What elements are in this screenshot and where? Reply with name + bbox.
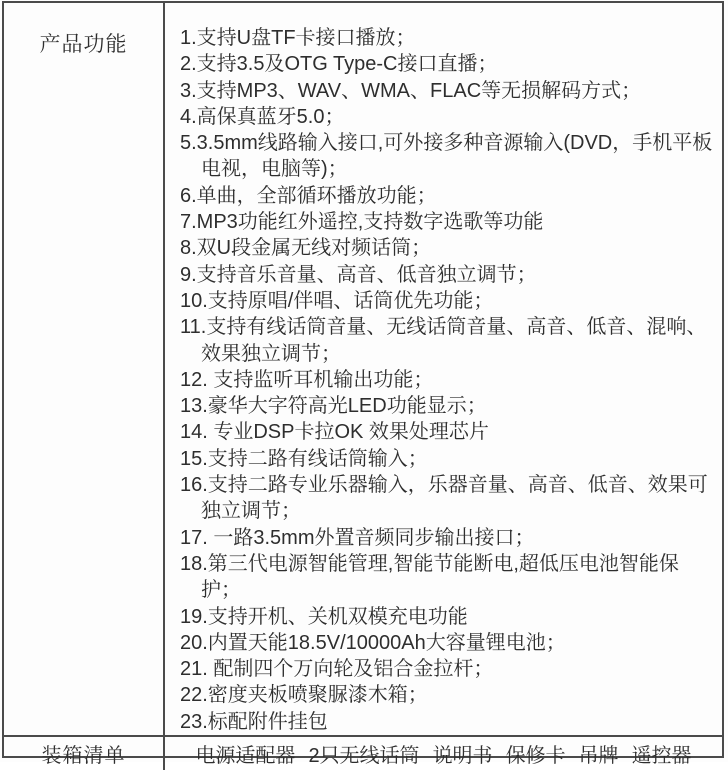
packing-item: 2只无线话筒 xyxy=(308,745,420,768)
features-row-label: 产品功能 xyxy=(39,33,128,56)
packing-item: 遥控器 xyxy=(631,745,692,768)
feature-item: 17. 一路3.5mm外置音频同步输出接口； xyxy=(180,526,535,549)
packing-item: 保修卡 xyxy=(505,745,566,768)
feature-item: 22.密度夹板喷聚脲漆木箱； xyxy=(180,684,428,707)
packing-item: 吊牌 xyxy=(578,745,619,768)
feature-item: 9.支持音乐音量、高音、低音独立调节； xyxy=(180,263,537,286)
feature-item: 13.豪华大字符高光LED功能显示； xyxy=(180,395,487,418)
feature-item: 11.支持有线话筒音量、无线话筒音量、高音、低音、混响、效果独立调节； xyxy=(180,316,707,365)
packing-row-label: 装箱清单 xyxy=(41,745,126,768)
feature-item: 6.单曲，全部循环播放功能； xyxy=(180,184,437,207)
feature-item: 5.3.5mm线路输入接口,可外接多种音源输入(DVD，手机平板电视，电脑等)； xyxy=(180,132,713,181)
feature-item: 23.标配附件挂包 xyxy=(180,710,328,733)
product-spec-table xyxy=(2,1,724,768)
feature-item: 3.支持MP3、WAV、WMA、FLAC等无损解码方式； xyxy=(180,79,642,102)
feature-item: 16.支持二路专业乐器输入，乐器音量、高音、低音、效果可独立调节； xyxy=(180,474,708,523)
packing-item: 电源适配器 xyxy=(195,745,296,768)
feature-item: 15.支持二路有线话筒输入； xyxy=(180,447,428,470)
feature-item: 7.MP3功能红外遥控,支持数字选歌等功能 xyxy=(180,211,544,234)
feature-item: 20.内置天能18.5V/10000Ah大容量锂电池； xyxy=(180,631,566,654)
feature-item: 1.支持U盘TF卡接口播放； xyxy=(180,27,416,49)
packing-item: 说明书 xyxy=(432,745,493,768)
feature-item: 19.支持开机、关机双模充电功能 xyxy=(180,605,468,628)
feature-item: 21. 配制四个万向轮及铝合金拉杆； xyxy=(180,658,494,681)
packing-label-cell xyxy=(4,735,165,770)
feature-item: 18.第三代电源智能管理,智能节能断电,超低压电池智能保护； xyxy=(180,552,679,602)
feature-item: 8.双U段金属无线对频话筒； xyxy=(180,237,432,260)
features-list xyxy=(165,3,722,735)
features-label-cell xyxy=(4,3,165,735)
feature-item: 14. 专业DSP卡拉OK 效果处理芯片 xyxy=(180,421,489,444)
feature-item: 10.支持原唱/伴唱、话筒优先功能； xyxy=(180,289,494,312)
feature-item: 2.支持3.5及OTG Type-C接口直播； xyxy=(180,53,498,76)
packing-list xyxy=(165,735,722,770)
feature-item: 12. 支持监听耳机输出功能； xyxy=(180,368,434,391)
feature-item: 4.高保真蓝牙5.0； xyxy=(180,105,345,128)
